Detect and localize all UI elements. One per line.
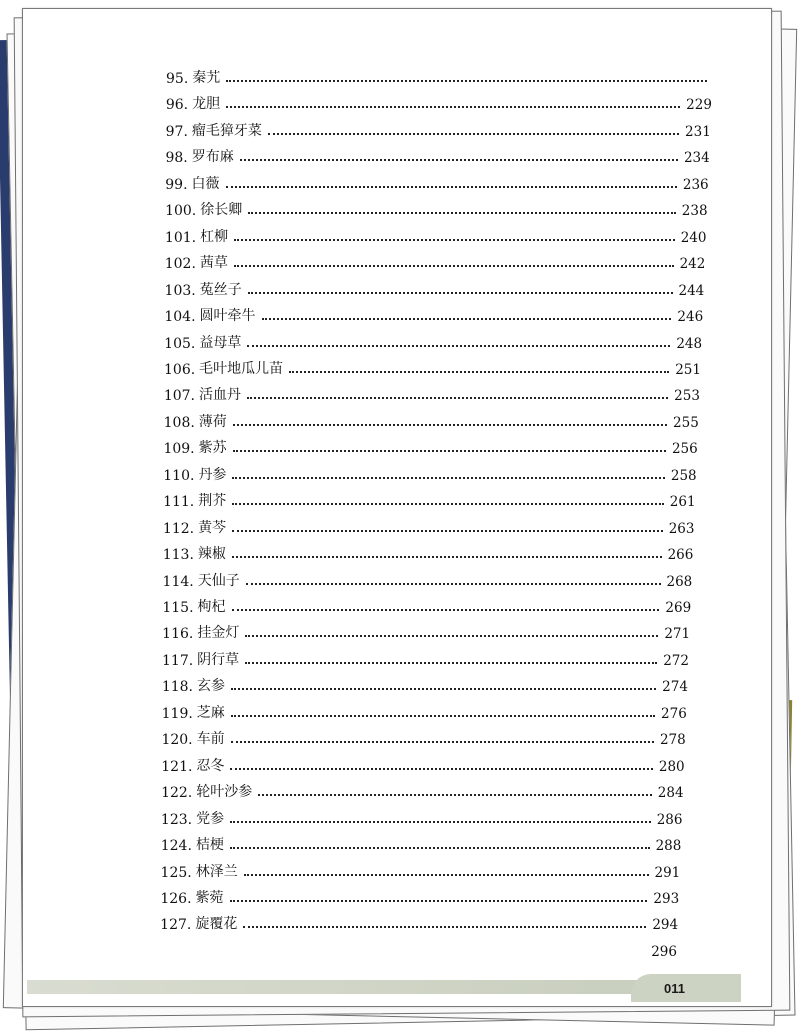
- toc-entry[interactable]: [164, 378, 700, 404]
- toc-entry-title: 党参: [196, 810, 225, 827]
- toc-dot-leader: [230, 820, 651, 823]
- toc-entry-title: 瘤毛獐牙菜: [191, 122, 262, 139]
- footer-tab: [631, 974, 741, 1002]
- toc-entry-page: 266: [667, 547, 694, 564]
- toc-entry-title: 徐长卿: [200, 202, 243, 219]
- toc-dot-leader: [289, 370, 669, 373]
- toc-entry[interactable]: [164, 352, 701, 378]
- toc-entry-page: 258: [670, 467, 697, 484]
- toc-dot-leader: [231, 714, 655, 717]
- toc-dot-leader: [247, 396, 668, 399]
- toc-entry-title: 辣椒: [197, 546, 226, 563]
- toc-entry[interactable]: [164, 299, 703, 325]
- page-number: 011: [664, 981, 685, 996]
- toc-entry-number: 114.: [162, 573, 194, 590]
- toc-entry[interactable]: [162, 616, 690, 642]
- toc-dot-leader: [226, 105, 680, 108]
- toc-dot-leader: [246, 582, 661, 585]
- toc-entry-page: 284: [657, 785, 684, 802]
- toc-dot-leader: [233, 423, 667, 426]
- toc-entry-number: 109.: [163, 441, 195, 458]
- toc-entry-title: 薄荷: [198, 413, 227, 430]
- toc-entry-title: 龙胆: [192, 96, 221, 113]
- toc-entry[interactable]: [163, 511, 695, 537]
- toc-entry-page: 296: [651, 943, 677, 960]
- toc-entry-number: 113.: [162, 547, 194, 564]
- toc-entry[interactable]: [163, 537, 694, 563]
- toc-entry-page: 238: [681, 203, 708, 220]
- toc-entry[interactable]: [165, 273, 705, 299]
- toc-dot-leader: [230, 767, 652, 770]
- toc-entry[interactable]: [166, 87, 712, 113]
- toc-entry-number: 115.: [162, 600, 194, 616]
- toc-entry-page: 234: [683, 150, 710, 167]
- toc-entry[interactable]: [162, 590, 691, 616]
- toc-entry-page: 240: [680, 229, 707, 246]
- toc-entry-title: 紫菀: [195, 889, 224, 906]
- toc-entry[interactable]: [162, 696, 687, 722]
- toc-entry-number: 95.: [166, 71, 189, 87]
- toc-entry-title: 芝麻: [196, 704, 225, 721]
- toc-entry-page: 288: [655, 838, 682, 855]
- toc-entry-title: 玄参: [196, 678, 225, 695]
- toc-entry-page: 261: [669, 494, 696, 511]
- toc-entry-page: 269: [665, 600, 692, 616]
- toc-entry-title: 荆芥: [198, 493, 227, 510]
- toc-entry[interactable]: [163, 431, 697, 457]
- toc-dot-leader: [234, 238, 675, 241]
- toc-dot-leader: [230, 846, 650, 849]
- toc-entry[interactable]: [164, 405, 699, 431]
- toc-entry-title: 毛叶地瓜儿苗: [199, 360, 284, 377]
- toc-entry-title: 旋覆花: [195, 916, 238, 933]
- toc-dot-leader: [248, 211, 676, 214]
- toc-entry-title: 杠柳: [200, 228, 229, 245]
- toc-dot-leader: [248, 291, 673, 294]
- toc-dot-leader: [231, 740, 654, 743]
- toc-entry-number: 126.: [160, 890, 192, 907]
- toc-entry[interactable]: [161, 855, 681, 881]
- toc-entry-title: 车前: [196, 731, 225, 748]
- toc-page: [22, 8, 772, 1007]
- toc-entry-page: 251: [675, 361, 701, 378]
- toc-entry-page: 271: [664, 626, 691, 643]
- toc-dot-leader: [232, 608, 660, 611]
- toc-entry-page: 242: [679, 256, 706, 273]
- toc-dot-leader: [247, 344, 670, 347]
- toc-entry-page: 276: [661, 705, 687, 722]
- toc-entry-number: 108.: [163, 414, 195, 431]
- toc-dot-leader: [234, 264, 674, 267]
- toc-entry-number: 121.: [161, 758, 193, 775]
- toc-dot-leader: [232, 555, 662, 558]
- toc-entry-title: 阴行草: [197, 651, 240, 668]
- toc-entry-title: 活血丹: [198, 387, 241, 404]
- toc-entry-page: 280: [658, 758, 685, 775]
- toc-dot-leader: [230, 899, 648, 902]
- toc-entry-title: 挂金灯: [197, 625, 240, 642]
- toc-entry-number: 100.: [165, 203, 197, 220]
- toc-entry-title: 圆叶牵牛: [199, 308, 256, 325]
- toc-entry-title: 林泽兰: [195, 863, 238, 880]
- toc-dot-leader: [232, 529, 663, 532]
- toc-dot-leader: [226, 79, 707, 82]
- toc-entry-page: 236: [682, 176, 709, 193]
- toc-entry[interactable]: [161, 722, 685, 748]
- toc-entry-number: 112.: [162, 520, 195, 537]
- toc-entry-number: 104.: [164, 309, 196, 326]
- toc-entry[interactable]: [161, 828, 682, 854]
- toc-entry-number: 105.: [164, 335, 196, 352]
- toc-entry[interactable]: [163, 458, 696, 484]
- toc-entry-title: 忍冬: [196, 757, 225, 774]
- toc-entry-page: 286: [656, 811, 683, 828]
- toc-entry-number: 117.: [162, 652, 194, 669]
- toc-entry[interactable]: [163, 484, 695, 510]
- toc-dot-leader: [245, 661, 657, 664]
- table-of-contents: [23, 9, 771, 969]
- toc-entry-number: 97.: [165, 123, 188, 140]
- toc-entry-title: 枸杞: [197, 599, 226, 615]
- toc-entry-number: 96.: [165, 97, 189, 114]
- toc-entry[interactable]: [166, 114, 711, 140]
- toc-entry-number: 99.: [165, 176, 188, 193]
- toc-entry-page: 256: [671, 441, 698, 458]
- footer-band: [27, 980, 639, 994]
- toc-entry-page: 246: [677, 309, 704, 326]
- toc-dot-leader: [226, 185, 677, 188]
- toc-entry[interactable]: [162, 669, 688, 695]
- toc-dot-leader: [245, 634, 658, 637]
- toc-entry-title: 紫苏: [198, 440, 227, 457]
- toc-entry[interactable]: [160, 881, 679, 907]
- toc-entry-page: 253: [674, 388, 700, 405]
- toc-entry[interactable]: [166, 61, 713, 87]
- toc-entry-page: 293: [653, 890, 680, 907]
- toc-entry-page: 272: [663, 652, 689, 669]
- toc-entry-page: 294: [652, 917, 679, 934]
- toc-entry-title: 益母草: [199, 334, 242, 351]
- toc-entry-title: 丹参: [198, 466, 227, 483]
- toc-entry-number: 118.: [161, 679, 193, 696]
- toc-dot-leader: [232, 502, 664, 505]
- toc-entry-page: 274: [662, 679, 688, 696]
- toc-entry-number: 127.: [160, 917, 192, 934]
- toc-entry-title: 白薇: [191, 175, 220, 192]
- toc-entry-number: 125.: [160, 864, 192, 881]
- toc-dot-leader: [233, 449, 666, 452]
- toc-entry-page: 278: [659, 732, 686, 749]
- toc-entry[interactable]: [161, 749, 684, 775]
- toc-entry[interactable]: [160, 934, 677, 960]
- toc-entry[interactable]: [164, 326, 702, 352]
- toc-entry-title: 茜草: [199, 255, 228, 272]
- toc-entry-number: 101.: [164, 229, 197, 246]
- toc-entry[interactable]: [165, 220, 707, 246]
- toc-entry-number: 123.: [160, 811, 193, 828]
- toc-entry-page: 231: [685, 123, 711, 140]
- toc-entry-number: 111.: [163, 494, 195, 511]
- toc-entry-number: 102.: [164, 256, 196, 273]
- toc-entry-number: 119.: [161, 705, 193, 722]
- toc-entry-title: 轮叶沙参: [196, 784, 253, 801]
- toc-entry[interactable]: [161, 775, 683, 801]
- toc-dot-leader: [232, 476, 664, 479]
- toc-entry[interactable]: [161, 802, 683, 828]
- toc-entry[interactable]: [160, 907, 678, 933]
- toc-entry-title: 天仙子: [197, 572, 240, 589]
- toc-entry-title: 罗布麻: [191, 149, 234, 166]
- toc-dot-leader: [240, 158, 678, 161]
- toc-entry-page: 268: [666, 573, 693, 590]
- toc-entry-number: 122.: [161, 785, 193, 802]
- toc-entry[interactable]: [165, 140, 709, 166]
- toc-dot-leader: [244, 873, 649, 876]
- toc-entry[interactable]: [165, 167, 708, 193]
- toc-entry-number: 120.: [161, 732, 193, 749]
- toc-dot-leader: [268, 132, 679, 135]
- toc-entry[interactable]: [162, 643, 689, 669]
- toc-dot-leader: [262, 317, 672, 320]
- toc-entry[interactable]: [165, 193, 707, 219]
- toc-entry-title: 菟丝子: [199, 281, 242, 298]
- toc-dot-leader: [231, 687, 656, 690]
- toc-entry-page: 263: [668, 520, 695, 537]
- toc-entry-number: 110.: [163, 467, 195, 484]
- toc-entry-page: 248: [676, 335, 703, 352]
- toc-entry-title: 桔梗: [195, 837, 224, 854]
- toc-entry-number: 107.: [163, 388, 195, 405]
- toc-entry-number: 106.: [164, 361, 196, 378]
- toc-entry-title: 秦艽: [192, 70, 221, 86]
- toc-entry[interactable]: [165, 246, 706, 272]
- toc-entry-page: 291: [654, 864, 681, 881]
- toc-entry-number: 116.: [162, 626, 194, 643]
- toc-entry-number: 103.: [164, 282, 196, 299]
- toc-dot-leader: [243, 925, 646, 928]
- toc-entry[interactable]: [163, 564, 693, 590]
- toc-entry-number: 124.: [160, 838, 192, 855]
- toc-entry-page: 229: [686, 97, 712, 114]
- toc-entry-title: 黄芩: [198, 519, 227, 536]
- toc-entry-page: 244: [678, 282, 705, 299]
- toc-entry-page: 255: [673, 414, 699, 431]
- toc-dot-leader: [258, 793, 652, 796]
- toc-entry-number: 98.: [165, 150, 188, 167]
